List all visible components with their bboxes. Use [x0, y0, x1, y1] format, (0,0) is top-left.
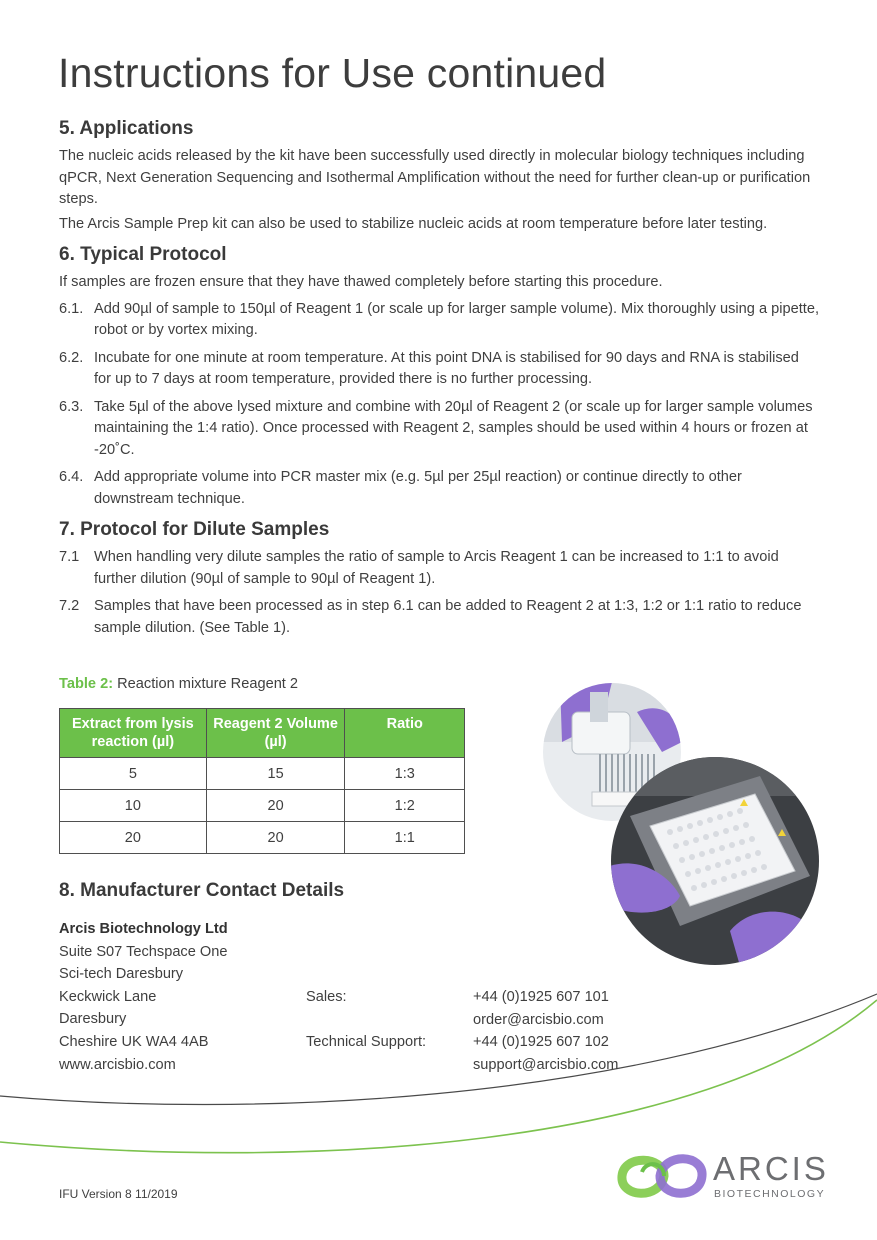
- table-row: [60, 758, 465, 790]
- section-typical-protocol: [59, 244, 819, 510]
- section-heading-dilute: 7. Protocol for Dilute Samples: [59, 519, 330, 540]
- contact-values: [473, 986, 618, 1076]
- contact-labels: [306, 986, 426, 1054]
- step-number: 7.2: [59, 598, 80, 614]
- table-row: [60, 822, 465, 854]
- reaction-mixture-table: [59, 708, 465, 854]
- table-cell: 10: [60, 790, 207, 822]
- ifu-version: IFU Version 8 11/2019: [59, 1187, 178, 1201]
- sales-phone: +44 (0)1925 607 101: [473, 989, 609, 1005]
- applications-paragraph-1: The nucleic acids released by the kit have been successfully used directly in molecular biology techniques including qPCR, Next Generation Sequencing and Isothermal Amplification without the need for further clean-up or purification steps.: [59, 148, 811, 207]
- section-heading-contact: 8. Manufacturer Contact Details: [59, 880, 345, 901]
- step-number: 6.1.: [59, 300, 84, 317]
- section-dilute-samples: [59, 519, 819, 639]
- protocol-step: [59, 348, 819, 391]
- support-label: Technical Support:: [306, 1034, 427, 1051]
- step-text: Add appropriate volume into PCR master mix (e.g. 5µl per 25µl reaction) or continue directly to other downstream technique.: [94, 469, 742, 507]
- applications-paragraph-2: The Arcis Sample Prep kit can also be used to stabilize nucleic acids at room temperature before later testing.: [59, 215, 768, 232]
- table-cell: 20: [206, 790, 345, 822]
- section-heading-applications: 5. Applications: [59, 118, 194, 139]
- step-number: 7.1: [59, 549, 80, 565]
- table-header-ratio: Ratio: [345, 709, 465, 758]
- company-address: [59, 918, 228, 1076]
- dilute-step: [59, 547, 819, 590]
- step-text: Add 90µl of sample to 150µl of Reagent 1 (or scale up for larger sample volume). Mix thoroughly using a pipette, robot or by vortex mixing.: [94, 300, 819, 338]
- well-plate-photo: [610, 756, 820, 966]
- page-title: Instructions for Use continued: [58, 50, 607, 96]
- sales-label: Sales:: [306, 989, 347, 1005]
- address-line: Cheshire UK WA4 4AB: [59, 1033, 209, 1050]
- step-text: When handling very dilute samples the ratio of sample to Arcis Reagent 1 can be increased to 1:1 to avoid further dilution (90µl of sample to 90µl of Reagent 1).: [94, 549, 779, 587]
- support-phone: +44 (0)1925 607 102: [473, 1034, 609, 1051]
- step-number: 6.2.: [59, 349, 84, 366]
- section-heading-protocol: 6. Typical Protocol: [59, 244, 227, 265]
- table-cell: 15: [206, 758, 345, 790]
- step-text: Take 5µl of the above lysed mixture and combine with 20µl of Reagent 2 (or scale up for larger sample volumes maintaining the 1:4 ratio). Once processed with Reagent 2, samples should be used within 4 hours or frozen at -20˚C.: [94, 398, 813, 458]
- main-content: [59, 118, 819, 648]
- protocol-step: [59, 397, 819, 462]
- section-applications: [59, 118, 819, 235]
- support-email[interactable]: support@arcisbio.com: [473, 1056, 619, 1073]
- address-line: Daresbury: [59, 1011, 127, 1028]
- dilute-step: [59, 596, 819, 639]
- address-line: Sci-tech Daresbury: [59, 966, 184, 983]
- logo-wordmark: ARCIS: [713, 1150, 829, 1187]
- table-cell: 5: [60, 758, 207, 790]
- website-link[interactable]: www.arcisbio.com: [59, 1056, 176, 1073]
- table-caption: [59, 676, 298, 692]
- protocol-step: [59, 467, 819, 510]
- step-text: Incubate for one minute at room temperature. At this point DNA is stabilised for 90 days and RNA is stabilised for up to 7 days at room temperature, provided there is no further processing.: [94, 349, 799, 387]
- protocol-intro: If samples are frozen ensure that they have thawed completely before starting this procedure.: [59, 274, 663, 290]
- table-cell: 1:2: [345, 790, 465, 822]
- step-text: Samples that have been processed as in step 6.1 can be added to Reagent 2 at 1:3, 1:2 or 1:1 ratio to reduce sample dilution. (See Table 1).: [94, 598, 802, 636]
- logo-subtitle: BIOTECHNOLOGY: [714, 1188, 826, 1200]
- table-cell: 20: [206, 822, 345, 854]
- company-name: Arcis Biotechnology Ltd: [59, 921, 228, 937]
- sales-email[interactable]: order@arcisbio.com: [473, 1011, 604, 1028]
- protocol-step: [59, 299, 819, 342]
- table-caption-lead: Table 2:: [59, 676, 114, 692]
- table-row: [60, 790, 465, 822]
- table-cell: 1:1: [345, 822, 465, 854]
- table-caption-text: Reaction mixture Reagent 2: [113, 676, 299, 692]
- table-header-reagent: Reagent 2 Volume (µl): [206, 709, 345, 758]
- step-number: 6.4.: [59, 469, 84, 485]
- arcis-logo-icon: [616, 1148, 708, 1204]
- table-cell: 20: [60, 822, 207, 854]
- table-header-row: [60, 709, 465, 758]
- address-line: Suite S07 Techspace One: [59, 943, 228, 960]
- table-header-extract: Extract from lysis reaction (µl): [60, 709, 207, 758]
- step-number: 6.3.: [59, 398, 84, 415]
- address-line: Keckwick Lane: [59, 988, 157, 1005]
- table-cell: 1:3: [345, 758, 465, 790]
